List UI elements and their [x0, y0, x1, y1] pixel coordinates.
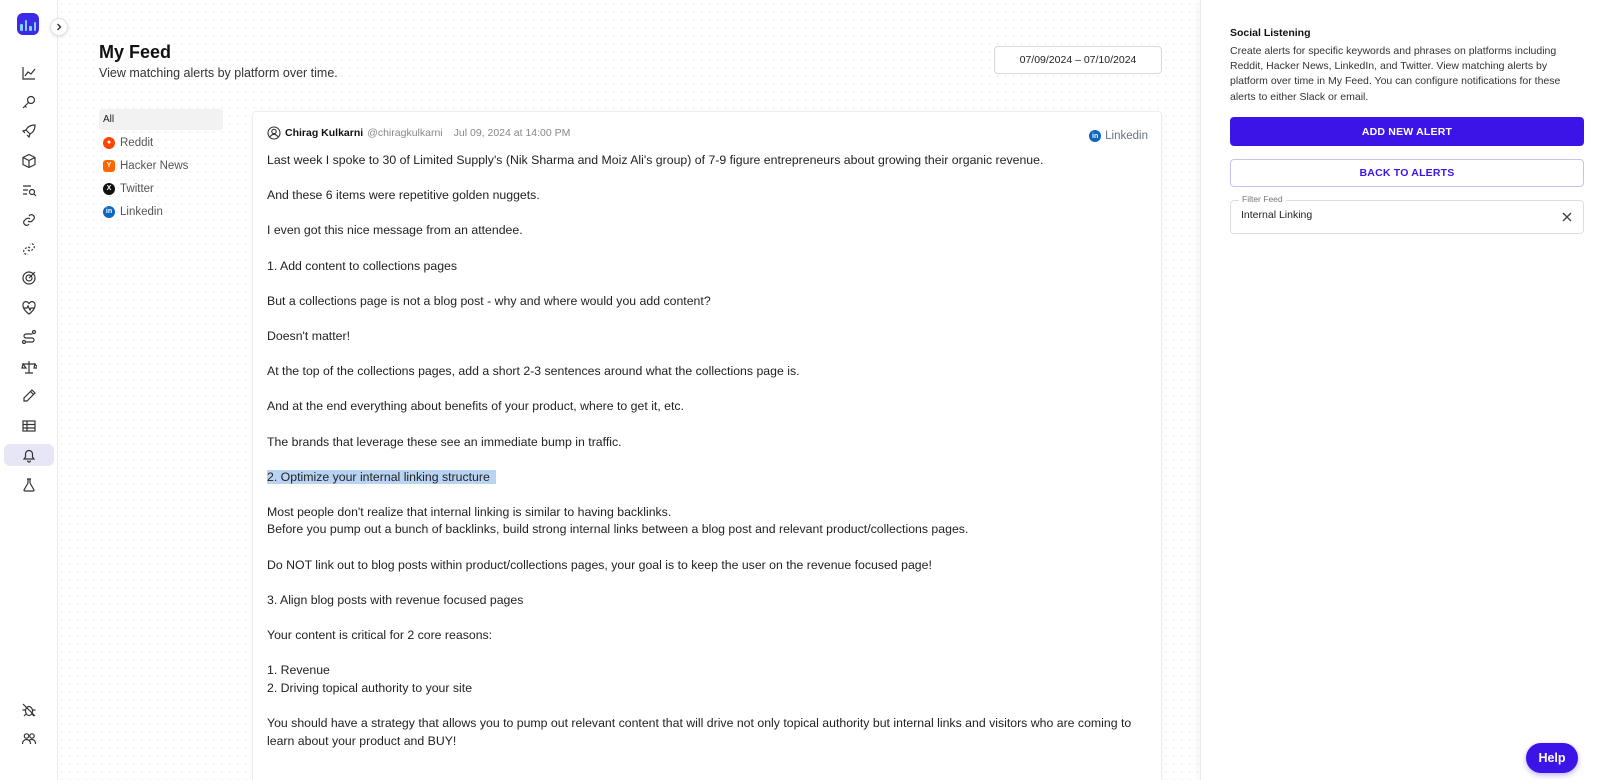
filter-feed-field	[1230, 194, 1584, 234]
nav-goals[interactable]	[4, 267, 54, 289]
post-paragraph: Your content is critical for 2 core reasons:	[267, 628, 493, 643]
dashboard-logo-icon[interactable]	[17, 13, 39, 35]
nav-broken-links[interactable]	[4, 238, 54, 260]
heart-pulse-icon	[21, 300, 37, 316]
post-paragraph: Do NOT link out to blog posts within product/collections pages, your goal is to keep the user on the revenue focused page!	[267, 557, 932, 572]
route-icon	[21, 329, 37, 345]
platform-label: All	[103, 114, 115, 125]
platform-label: Reddit	[120, 136, 154, 149]
post-paragraph: You should have a strategy that allows you to pump out relevant content that will drive not only topical authority but internal links and visitors who are coming to learn about your product and BUY!	[267, 716, 1132, 748]
platform-label: Twitter	[120, 182, 154, 195]
broken-link-icon	[21, 241, 37, 257]
expand-sidebar-button[interactable]	[50, 18, 68, 36]
bug-icon	[21, 702, 37, 718]
platform-label: Linkedin	[120, 205, 163, 218]
nav-lab[interactable]	[4, 474, 54, 496]
post-paragraph: Doesn't matter!	[267, 328, 350, 343]
icon-sidebar	[0, 0, 58, 780]
target-icon	[21, 270, 37, 286]
panel-title: Social Listening	[1230, 27, 1311, 39]
close-icon	[1562, 212, 1572, 222]
nav-editor[interactable]	[4, 385, 54, 407]
link-icon	[21, 212, 37, 228]
post-paragraph	[267, 662, 1147, 697]
platform-label: Hacker News	[120, 159, 189, 172]
post-paragraph: The brands that leverage these see an immediate bump in traffic.	[267, 434, 622, 449]
post-paragraph: But a collections page is not a blog post - why and where would you add content?	[267, 293, 711, 308]
post-author[interactable]: Chirag Kulkarni	[285, 127, 364, 139]
hacker-news-icon: Y	[103, 160, 115, 172]
nav-routes[interactable]	[4, 326, 54, 348]
scale-icon	[21, 359, 37, 375]
help-button[interactable]: Help	[1526, 743, 1578, 773]
key-icon	[21, 94, 37, 110]
platform-all[interactable]	[99, 109, 223, 130]
nav-products[interactable]	[4, 150, 54, 172]
linkedin-icon: in	[103, 206, 115, 218]
post-handle[interactable]: @chiragkulkarni	[367, 127, 443, 139]
add-new-alert-button[interactable]: ADD NEW ALERT	[1230, 117, 1584, 146]
twitter-x-icon: X	[103, 183, 115, 195]
post-paragraph: 1. Add content to collections pages	[267, 258, 458, 273]
post-paragraph: And these 6 items were repetitive golden nuggets.	[267, 188, 540, 203]
nav-health[interactable]	[4, 297, 54, 319]
post-paragraph: 3. Align blog posts with revenue focused pages	[267, 592, 524, 607]
post-paragraph: And at the end everything about benefits of your product, where to get it, etc.	[267, 399, 684, 414]
flask-icon	[21, 477, 37, 493]
linkedin-icon: in	[1089, 130, 1101, 142]
keyword-highlight: 2. Optimize your internal linking structure	[267, 470, 496, 484]
search-list-icon	[21, 182, 37, 198]
post-header	[267, 126, 570, 140]
page-subtitle: View matching alerts by platform over time.	[99, 66, 338, 80]
line-chart-icon	[21, 65, 37, 81]
table-icon	[21, 418, 37, 434]
filter-feed-input[interactable]	[1241, 209, 1541, 221]
nav-launch[interactable]	[4, 120, 54, 142]
post-paragraph-highlighted	[267, 469, 1147, 487]
platform-filter-list	[99, 109, 223, 224]
user-icon	[267, 126, 281, 140]
reddit-icon: ●	[103, 137, 115, 149]
post-paragraph	[267, 504, 1147, 539]
feed-post	[252, 111, 1162, 780]
post-source-label: Linkedin	[1105, 130, 1148, 142]
date-range-picker[interactable]: 07/09/2024 – 07/10/2024	[994, 46, 1162, 74]
bell-icon	[21, 447, 37, 463]
nav-analytics[interactable]	[4, 62, 54, 84]
rocket-icon	[21, 123, 37, 139]
nav-keywords[interactable]	[4, 91, 54, 113]
post-paragraph: Last week I spoke to 30 of Limited Supply's (Nik Sharma and Moiz Ali's group) of 7-9 figure entrepreneurs about growing their organic revenue.	[267, 153, 1044, 167]
nav-tables[interactable]	[4, 415, 54, 437]
nav-compare[interactable]	[4, 356, 54, 378]
platform-hacker-news[interactable]	[99, 155, 223, 176]
cube-icon	[21, 153, 37, 169]
main-content	[58, 0, 1200, 780]
post-date: Jul 09, 2024 at 14:00 PM	[453, 127, 571, 139]
platform-twitter[interactable]	[99, 178, 223, 199]
post-line: Most people don't realize that internal linking is similar to having backlinks.	[267, 504, 672, 519]
post-source-link[interactable]	[1089, 130, 1148, 142]
filter-feed-label: Filter Feed	[1239, 194, 1286, 204]
users-icon	[21, 731, 37, 747]
nav-team[interactable]	[4, 728, 54, 750]
nav-debug[interactable]	[4, 699, 54, 721]
panel-description: Create alerts for specific keywords and phrases on platforms including Reddit, Hacker News, LinkedIn, and Twitter. View matching alerts by platform over time in My Feed. You can configure notifications for these alerts to either Slack or email.	[1230, 45, 1561, 103]
chevron-right-icon	[55, 23, 63, 31]
post-line: 1. Revenue	[267, 663, 330, 678]
platform-linkedin[interactable]	[99, 201, 223, 222]
post-line: Before you pump out a bunch of backlinks, build strong internal links between a blog post and relevant product/collections pages.	[267, 522, 969, 537]
back-to-alerts-button[interactable]: BACK TO ALERTS	[1230, 159, 1584, 187]
post-paragraph: I even got this nice message from an attendee.	[267, 223, 523, 238]
page-title: My Feed	[99, 42, 172, 62]
social-listening-panel	[1200, 0, 1600, 780]
post-body	[267, 152, 1147, 768]
clear-filter-button[interactable]	[1560, 210, 1574, 224]
nav-links[interactable]	[4, 209, 54, 231]
post-paragraph: At the top of the collections pages, add a short 2-3 sentences around what the collections page is.	[267, 364, 800, 379]
pencil-icon	[21, 388, 37, 404]
post-line: 2. Driving topical authority to your site	[267, 680, 473, 695]
nav-search[interactable]	[4, 179, 54, 201]
platform-reddit[interactable]	[99, 132, 223, 153]
nav-social-listening[interactable]	[4, 444, 54, 466]
